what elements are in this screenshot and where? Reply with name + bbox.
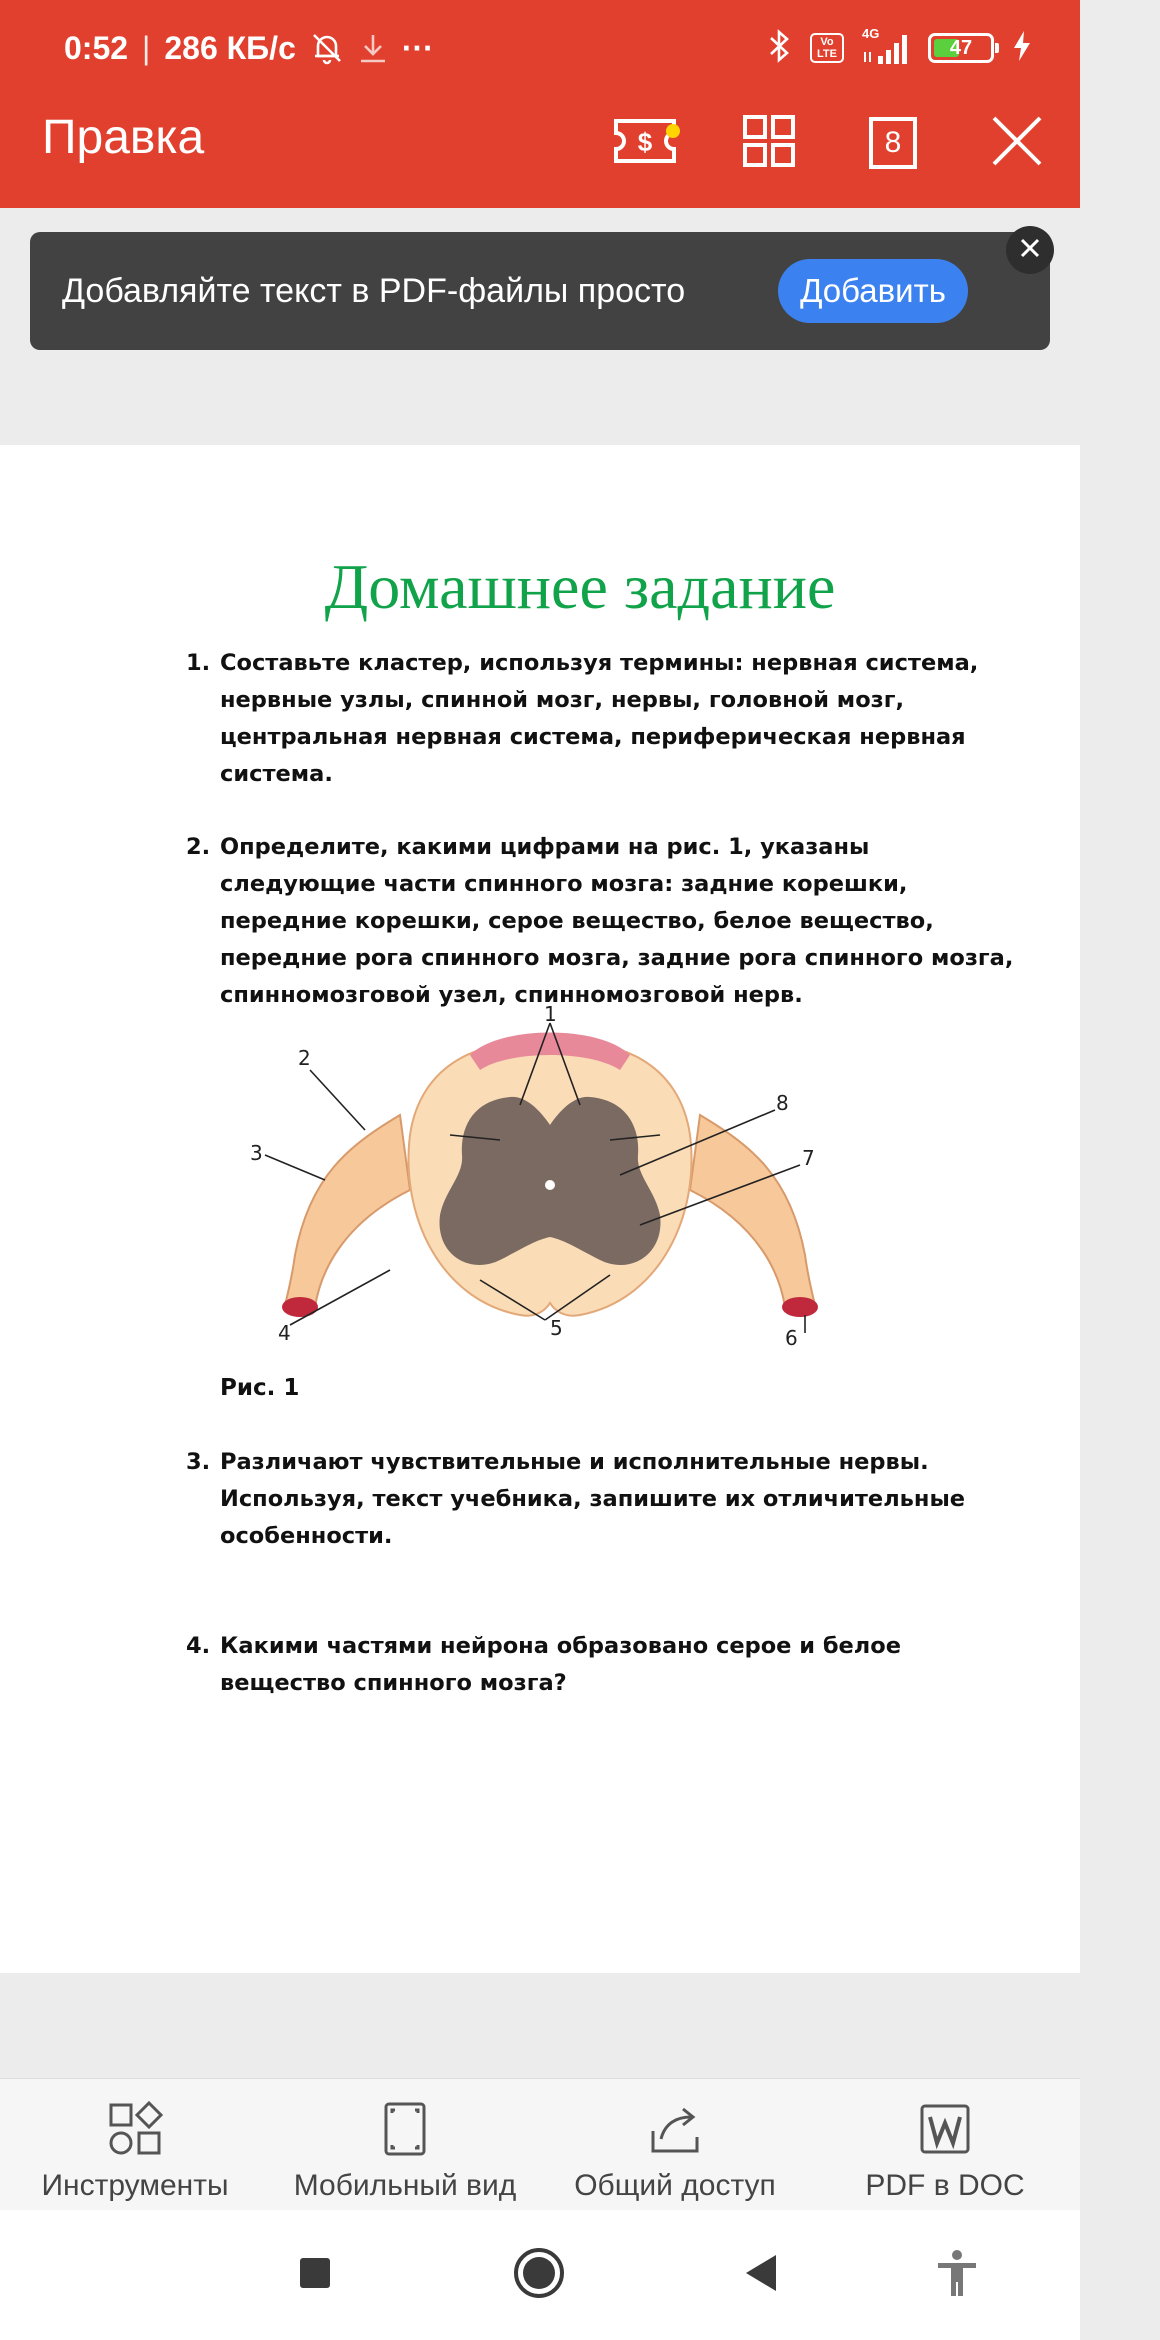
task-number: 3. xyxy=(186,1449,211,1475)
bluetooth-icon xyxy=(766,28,792,68)
share-button[interactable] xyxy=(540,2079,810,2211)
task-text: Составьте кластер, используя термины: нервная система, нервные узлы, спинной мозг, нервы, головной мозг, центральная нервная система, периферическая нервная система. xyxy=(220,650,979,787)
figure-caption: Рис. 1 xyxy=(220,1375,300,1401)
grid-view-icon xyxy=(742,114,796,172)
task-number: 1. xyxy=(186,650,211,676)
premium-ticket-button[interactable] xyxy=(612,110,678,176)
close-button[interactable] xyxy=(984,110,1050,176)
app-bar-actions xyxy=(612,108,1050,178)
figure-label: 1 xyxy=(544,1002,557,1026)
home-button[interactable] xyxy=(506,2242,572,2308)
status-time: 0:52 xyxy=(64,29,129,66)
figure-label: 2 xyxy=(298,1046,311,1070)
document-page[interactable] xyxy=(0,445,1080,1973)
close-icon xyxy=(1019,237,1041,263)
figure-label: 5 xyxy=(550,1316,563,1340)
status-bar-right xyxy=(766,24,1032,72)
pdf-to-doc-button[interactable] xyxy=(810,2079,1080,2211)
share-label: Общий доступ xyxy=(574,2169,776,2202)
task-text: Какими частями нейрона образовано серое и белое вещество спинного мозга? xyxy=(220,1633,902,1696)
more-indicator: ··· xyxy=(401,29,434,66)
banner-close-button[interactable] xyxy=(1006,226,1054,274)
task-item xyxy=(186,1628,1016,1702)
back-icon xyxy=(740,2251,780,2299)
recents-icon xyxy=(297,2255,333,2295)
accessibility-icon xyxy=(935,2248,979,2302)
tools-label: Инструменты xyxy=(41,2169,229,2202)
figure-label: 7 xyxy=(802,1146,815,1170)
spinal-cord-figure xyxy=(220,1002,880,1355)
notification-dot xyxy=(666,124,680,138)
charging-icon xyxy=(1012,29,1032,67)
pdf-to-doc-label: PDF в DOC xyxy=(865,2169,1025,2202)
task-text: Определите, какими цифрами на рис. 1, указаны следующие части спинного мозга: задние корешки, передние корешки, серое вещество, белое вещество, передние рога спинного мозга, задние рога спинного мозга, спинномозговой узел, спинномозговой нерв. xyxy=(220,834,1014,1008)
task-item xyxy=(186,829,1016,1014)
mobile-view-label: Мобильный вид xyxy=(293,2169,517,2202)
back-button[interactable] xyxy=(727,2242,793,2308)
bottom-toolbar xyxy=(0,2078,1080,2211)
battery-indicator xyxy=(928,33,994,63)
download-icon xyxy=(358,31,388,65)
figure-label: 4 xyxy=(278,1321,291,1345)
network-type: 4G xyxy=(862,26,880,41)
promo-banner xyxy=(30,232,1050,350)
premium-ticket-icon xyxy=(612,113,678,173)
task-number: 4. xyxy=(186,1633,211,1659)
status-bar-left xyxy=(64,26,434,70)
figure-label: 8 xyxy=(776,1091,789,1115)
figure-label: 6 xyxy=(785,1326,798,1350)
signal-icon xyxy=(862,26,910,66)
bell-off-icon xyxy=(310,31,344,65)
figure-label: 3 xyxy=(250,1141,263,1165)
battery-level: 47 xyxy=(949,36,973,59)
task-item xyxy=(186,1444,1016,1555)
page-count-button[interactable] xyxy=(860,110,926,176)
tools-icon xyxy=(107,2099,163,2159)
network-speed: 286 КБ/с xyxy=(164,29,296,66)
volte-badge: Vo LTE xyxy=(810,33,844,63)
mobile-view-button[interactable] xyxy=(270,2079,540,2211)
recents-button[interactable] xyxy=(282,2242,348,2308)
page-count: 8 xyxy=(869,117,917,169)
word-icon xyxy=(919,2099,971,2159)
close-icon xyxy=(990,114,1044,172)
task-text: Различают чувствительные и исполнительные нервы. Используя, текст учебника, запишите их отличительные особенности. xyxy=(220,1449,966,1549)
document-title: Домашнее задание xyxy=(324,551,836,622)
app-header xyxy=(0,0,1080,208)
promo-banner-text: Добавляйте текст в PDF-файлы просто xyxy=(62,271,686,310)
grid-view-button[interactable] xyxy=(736,110,802,176)
share-icon xyxy=(647,2099,703,2159)
svg-text:$: $ xyxy=(637,127,653,157)
page-title: Правка xyxy=(42,111,205,164)
status-separator: | xyxy=(142,29,151,66)
task-item xyxy=(186,645,1016,793)
task-number: 2. xyxy=(186,834,211,860)
navigation-bar xyxy=(0,2210,1080,2340)
add-text-button[interactable]: Добавить xyxy=(778,259,968,323)
mobile-view-icon xyxy=(383,2099,427,2159)
tools-button[interactable] xyxy=(0,2079,270,2211)
accessibility-button[interactable] xyxy=(924,2242,990,2308)
home-icon xyxy=(511,2245,567,2305)
